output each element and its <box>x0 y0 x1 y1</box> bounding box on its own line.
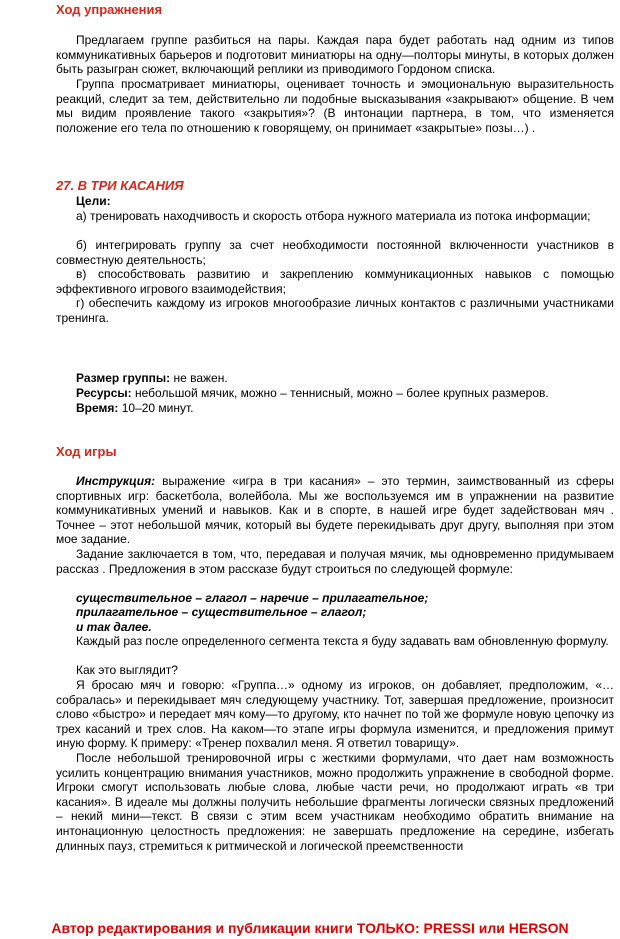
goals-label: Цели: <box>76 194 111 208</box>
paragraph-pairs: Предлагаем группе разбиться на пары. Каждая пара будет работать над одним из типов коммуникативных барьеров и подготовит миниатюры на одну—полторы минуты, в которых должен быть разыгран сюжет, включающий реплики из приводимого Гордоном списка. <box>56 33 614 77</box>
paragraph-instruction <box>56 474 614 547</box>
paragraph-update-formula: Каждый раз после определенного сегмента текста я буду задавать вам обновленную формулу. <box>76 634 609 648</box>
param-group-size <box>76 371 228 386</box>
formula-3: и так далее. <box>76 620 152 634</box>
paragraph-question: Как это выглядит? <box>76 663 178 677</box>
param-group-size-label: Размер группы: <box>76 371 171 385</box>
param-time-label: Время: <box>76 401 119 415</box>
instruction-text: выражение «игра в три касания» – это термин, заимствованный из сферы спортивных игр: баскетбола, волейбола. Мы же воспользуемся им в упражнении на развитие коммуникативных умений и навыков. Как и в спорте, в нашей игре будет задействован мяч . Точнее – этот небольшой мячик, который вы будете перекидывать друг другу, выполняя при этом мое задание. <box>56 474 614 547</box>
param-time-value: 10–20 минут. <box>118 401 194 415</box>
goal-b: б) интегрировать группу за счет необходимости постоянной включенности участников в совместную деятельность; <box>56 238 614 267</box>
formula-1: существительное – глагол – наречие – прилагательное; <box>76 591 429 605</box>
paragraph-example: Я бросаю мяч и говорю: «Группа…» одному из игроков, он добавляет, предположим, «…собралась» и перекидывает мяч следующему участнику. Тот, завершая предложение, произносит слово «быстро» и передает мяч кому—то другому, кто начнет по той же формуле новую цепочку из трех касаний и трех слов. На каком—то этапе игры формула изменится, и предложения примут иную форму. К примеру: «Тренер похвалил меня. Я ответил товарищу». <box>56 678 614 751</box>
param-resources-label: Ресурсы: <box>76 386 132 400</box>
param-time <box>76 401 194 416</box>
paragraph-group-review: Группа просматривает миниатюры, оценивает точность и эмоциональную выразительность реакций, следит за тем, действительно ли подобные высказывания «закрывают» общение. В чем мы видим проявление такого «закрытия»? (В интонации партнера, в том, что изменяется положение его тела по отношению к говорящему, он принимает «закрытые» позы…) . <box>56 77 614 135</box>
goal-d: г) обеспечить каждому из игроков многообразие личных контактов с различными участниками тренинга. <box>56 296 614 325</box>
heading-exercise-27: 27. В ТРИ КАСАНИЯ <box>56 178 184 193</box>
heading-exercise-course: Ход упражнения <box>56 2 163 17</box>
formula-2: прилагательное – существительное – глагол; <box>76 605 367 619</box>
param-resources <box>76 386 549 401</box>
param-group-size-value: не важен. <box>170 371 228 385</box>
param-resources-value: небольшой мячик, можно – теннисный, можно – более крупных размеров. <box>131 386 549 400</box>
instruction-label: Инструкция: <box>76 474 156 488</box>
paragraph-free-form: После небольшой тренировочной игры с жесткими формулами, что дает нам возможность усилить концентрацию внимания участников, можно продолжить упражнение в свободной форме. Игроки смогут использовать любые слова, любые части речи, но продолжают играть «в три касания». В идеале мы должны получить небольшие фрагменты логически связных предложений – некий мини—текст. В связи с этим всем участникам необходимо обратить внимание на интонационную целостность предложения: не завершать предложение на середине, избегать длинных пауз, стремиться к ритмической и логической преемственности <box>56 751 614 853</box>
goal-c: в) способствовать развитию и закреплению коммуникационных навыков с помощью эффективного игрового взаимодействия; <box>56 267 614 296</box>
paragraph-task: Задание заключается в том, что, передавая и получая мячик, мы одновременно придумываем рассказ . Предложения в этом рассказе будут строиться по следующей формуле: <box>56 547 614 576</box>
footer-credit: Автор редактирования и публикации книги ТОЛЬКО: PRESSI или HERSON <box>51 920 569 936</box>
heading-game-course: Ход игры <box>56 444 117 459</box>
goal-a: а) тренировать находчивость и скорость отбора нужного материала из потока информации; <box>76 209 591 223</box>
